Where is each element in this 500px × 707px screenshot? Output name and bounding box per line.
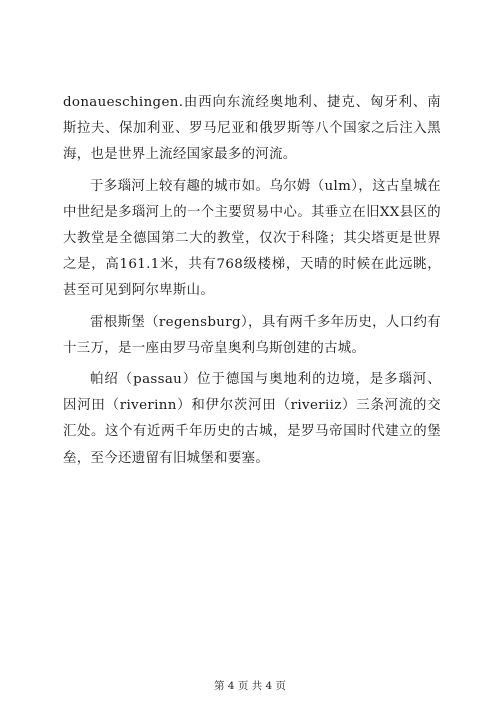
- paragraph: 帕绍（passau）位于德国与奥地利的边境，是多瑙河、因河田（riverinn）和伊尔茨河田（riveriiz）三条河流的交汇处。这个有近两千年历史的古城，是罗马帝国时代建立的堡垒，至今还遗留有旧城堡和要塞。: [63, 372, 441, 466]
- page-number-footer: 第 4 页 共 4 页: [213, 680, 287, 692]
- paragraph: 雷根斯堡（regensburg），具有两千多年历史，人口约有十三万，是一座由罗马帝皇奥利乌斯创建的古城。: [63, 314, 441, 356]
- paragraph: 于多瑙河上较有趣的城市如。乌尔姆（ulm），这古皇城在中世纪是多瑙河上的一个主要贸易中心。其垂立在旧XX县区的大教堂是全德国第二大的教堂，仅次于科隆；其尖塔更是世界之是，高161.1米，共有768级楼梯，天晴的时候在此远眺，甚至可见到阿尔卑斯山。: [63, 178, 441, 299]
- body-text: [63, 90, 441, 477]
- paragraph: donaueschingen.由西向东流经奥地利、捷克、匈牙利、南斯拉夫、保加利亚、罗马尼亚和俄罗斯等八个国家之后注入黑海，也是世界上流经国家最多的河流。: [63, 95, 441, 163]
